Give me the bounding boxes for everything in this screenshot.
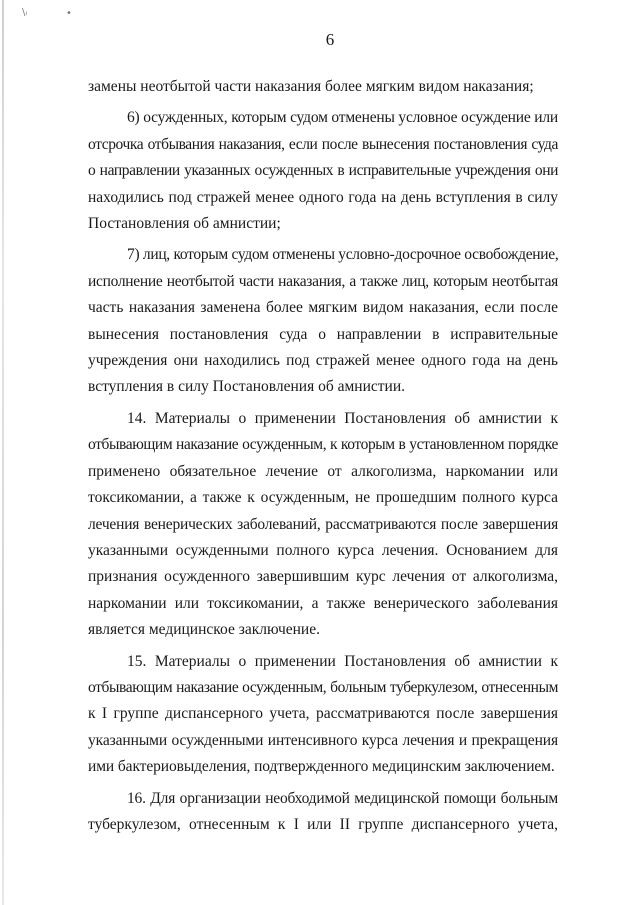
- text-line: указанными осужденными полного курса лечения. Основанием для: [88, 541, 558, 559]
- text-line: вынесения постановления суда о направлении в исправительные: [88, 325, 558, 343]
- paragraph-14: [88, 406, 558, 644]
- text-line: часть наказания заменена более мягким видом наказания, если после: [88, 299, 558, 317]
- text-line: отбывающим наказание осужденным, к которым в установленном порядке: [88, 436, 558, 454]
- text-line: признания осужденного завершившим курс лечения от алкоголизма,: [88, 568, 558, 586]
- paragraph-item-7: [88, 242, 558, 400]
- page-number: 6: [325, 30, 335, 49]
- text-line: токсикомании, а также к осужденным, не прошедшим полного курса: [88, 489, 558, 507]
- text-line: 7) лиц, которым судом отменены условно-досрочное освобождение,: [127, 246, 559, 264]
- text-line: указанными осужденными интенсивного курса лечения и прекращения: [88, 731, 558, 749]
- paragraph-continuation: [88, 74, 558, 100]
- text-line: замены неотбытой части наказания более мягким видом наказания;: [88, 78, 534, 95]
- text-line: отсрочка отбывания наказания, если после вынесения постановления суда: [88, 135, 558, 153]
- text-line: исполнение неотбытой части наказания, а также лиц, которым неотбытая: [88, 272, 558, 290]
- text-line: находились под стражей менее одного года на день вступления в силу: [88, 188, 558, 206]
- text-line: учреждения они находились под стражей менее одного года на день: [88, 352, 558, 370]
- text-line: ими бактериовыделения, подтвержденного медицинским заключением.: [88, 758, 555, 776]
- text-line: наркомании или токсикомании, а также венерического заболевания: [88, 594, 558, 612]
- text-line: 15. Материалы о применении Постановления об амнистии к: [127, 652, 558, 670]
- text-line: вступления в силу Постановления об амнистии.: [88, 378, 405, 396]
- text-line: о направлении указанных осужденных в исправительные учреждения они: [88, 162, 558, 180]
- text-line: 6) осужденных, которым судом отменены условное осуждение или: [127, 109, 558, 127]
- text-line: отбывающим наказание осужденным, больным туберкулезом, отнесенным: [88, 678, 558, 696]
- text-line: 16. Для организации необходимой медицинской помощи больным: [127, 789, 558, 807]
- document-body: [88, 74, 558, 838]
- text-line: применено обязательное лечение от алкоголизма, наркомании или: [88, 462, 558, 480]
- paragraph-item-6: [88, 105, 558, 237]
- text-line: 14. Материалы о применении Постановления об амнистии к: [127, 409, 558, 427]
- text-line: к I группе диспансерного учета, рассматриваются после завершения: [88, 705, 558, 723]
- scan-mark: \ᵢ: [22, 7, 28, 18]
- text-line: туберкулезом, отнесенным к I или II группе диспансерного учета,: [88, 815, 558, 833]
- text-line: лечения венерических заболеваний, рассматриваются после завершения: [88, 515, 558, 533]
- paragraph-15: [88, 649, 558, 781]
- paragraph-16: [88, 786, 558, 839]
- scan-left-edge: [2, 0, 4, 905]
- scan-mark: •: [66, 8, 72, 19]
- text-line: является медицинское заключение.: [88, 621, 320, 639]
- text-line: Постановления об амнистии;: [88, 215, 281, 233]
